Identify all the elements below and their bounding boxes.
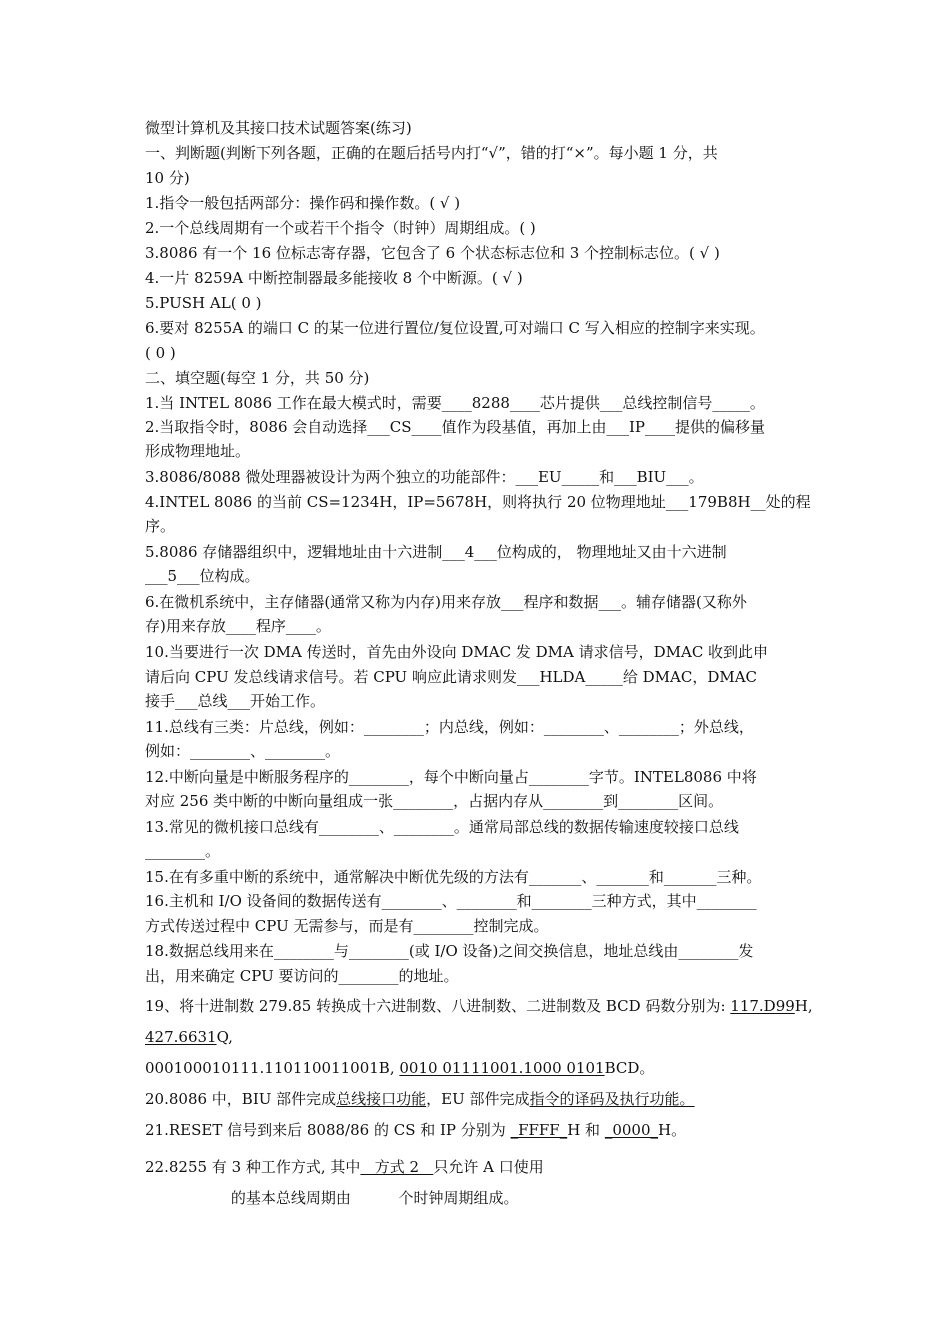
text-line: 5.8086 存储器组织中，逻辑地址由十六进制___4___位构成的， 物理地址又由十六进制 xyxy=(145,543,727,561)
text-line: 4.一片 8259A 中断控制器最多能接收 8 个中断源。( √ ) xyxy=(145,269,523,287)
text-line: 出，用来确定 CPU 要访问的________的地址。 xyxy=(145,967,459,985)
text-line: 4.INTEL 8086 的当前 CS=1234H，IP=5678H，则将执行 20 位物理地址___179B8H__处的程 xyxy=(145,493,811,511)
text-line: 19、将十进制数 279.85 转换成十六进制数、八进制数、二进制数及 BCD 码数分别为: 117.D99H, xyxy=(145,997,813,1015)
text-line: 例如：________、________。 xyxy=(145,742,341,760)
text-line: 6.要对 8255A 的端口 C 的某一位进行置位/复位设置,可对端口 C 写入相应的控制字来实现。 xyxy=(145,319,765,337)
document-title: 微型计算机及其接口技术试题答案(练习) xyxy=(145,119,412,137)
text-line: ___5___位构成。 xyxy=(145,567,260,585)
text-line: 接手___总线___开始工作。 xyxy=(145,692,326,710)
text-line: 10.当要进行一次 DMA 传送时，首先由外设向 DMAC 发 DMA 请求信号，DMAC 收到此申 xyxy=(145,643,769,661)
text-line: 427.6631Q, xyxy=(145,1028,233,1046)
text-line: 10 分) xyxy=(145,169,190,187)
text-line: 000100010111.110110011001B, 0010 01111001.1000 0101BCD。 xyxy=(145,1059,655,1077)
text-line: 3.8086 有一个 16 位标志寄存器，它包含了 6 个状态标志位和 3 个控制标志位。( √ ) xyxy=(145,244,720,262)
text-line: 15.在有多重中断的系统中，通常解决中断优先级的方法有_______、_______和_______三种。 xyxy=(145,868,762,886)
text-line: 1.指令一般包括两部分：操作码和操作数。( √ ) xyxy=(145,194,461,212)
text-line: 11.总线有三类：片总线，例如：________；内总线，例如：________、________；外总线， xyxy=(145,718,754,736)
text-line: 2.当取指令时，8086 会自动选择___CS____值作为段基值，再加上由___IP____提供的偏移量 xyxy=(145,418,766,436)
answer-underlined: 指令的译码及执行功能。 xyxy=(529,1090,695,1108)
answer-underlined: 总线接口功能 xyxy=(336,1090,427,1108)
text-line: 存)用来存放____程序____。 xyxy=(145,617,331,635)
text-line: 方式传送过程中 CPU 无需参与，而是有________控制完成。 xyxy=(145,917,549,935)
answer-underlined: _FFFF_ xyxy=(510,1121,568,1139)
text-line: 2.一个总线周期有一个或若干个指令（时钟）周期组成。( ) xyxy=(145,219,536,237)
text-line: 13.常见的微机接口总线有________、________。通常局部总线的数据传输速度较接口总线 xyxy=(145,818,739,836)
answer-underlined: _0000_ xyxy=(604,1121,659,1139)
text-line: 一、判断题(判断下列各题，正确的在题后括号内打“√”，错的打“×”。每小题 1 分，共 xyxy=(145,144,718,162)
text-line: 的基本总线周期由 个时钟周期组成。 xyxy=(145,1189,519,1207)
text-line: 1.当 INTEL 8086 工作在最大模式时，需要____8288____芯片提供___总线控制信号_____。 xyxy=(145,394,765,412)
text-line: 16.主机和 I/O 设备间的数据传送有________、________和________三种方式，其中________ xyxy=(145,892,757,910)
text-line: 5.PUSH AL( 0 ) xyxy=(145,294,262,312)
text-line: 18.数据总线用来在________与________(或 I/O 设备)之间交换信息，地址总线由________发 xyxy=(145,942,754,960)
answer-underlined: 117.D99 xyxy=(730,997,795,1015)
text-line: 21.RESET 信号到来后 8088/86 的 CS 和 IP 分别为 _FFFF_H 和 _0000_H。 xyxy=(145,1121,687,1139)
text-line: 对应 256 类中断的中断向量组成一张________，占据内存从________到________区间。 xyxy=(145,792,724,810)
text-line: 形成物理地址。 xyxy=(145,442,251,460)
answer-underlined: 0010 01111001.1000 0101 xyxy=(399,1059,605,1077)
text-line: 序。 xyxy=(145,517,176,535)
text-line: ( 0 ) xyxy=(145,344,176,362)
text-line: ________。 xyxy=(145,842,221,860)
text-line: 6.在微机系统中，主存储器(通常又称为内存)用来存放___程序和数据___。辅存储器(又称外 xyxy=(145,593,747,611)
text-line: 22.8255 有 3 种工作方式, 其中 方式 2 只允许 A 口使用 xyxy=(145,1158,544,1176)
text-line: 20.8086 中，BIU 部件完成总线接口功能，EU 部件完成指令的译码及执行功能。 xyxy=(145,1090,695,1108)
answer-underlined: 方式 2 xyxy=(360,1158,434,1176)
section-heading: 二、填空题(每空 1 分，共 50 分) xyxy=(145,369,370,387)
answer-underlined: 427.6631 xyxy=(145,1028,217,1046)
text-line: 3.8086/8088 微处理器被设计为两个独立的功能部件：___EU_____和___BIU___。 xyxy=(145,468,704,486)
text-line: 请后向 CPU 发总线请求信号。若 CPU 响应此请求则发___HLDA_____给 DMAC，DMAC xyxy=(145,668,758,686)
text-line: 12.中断向量是中断服务程序的________，每个中断向量占________字节。INTEL8086 中将 xyxy=(145,768,757,786)
